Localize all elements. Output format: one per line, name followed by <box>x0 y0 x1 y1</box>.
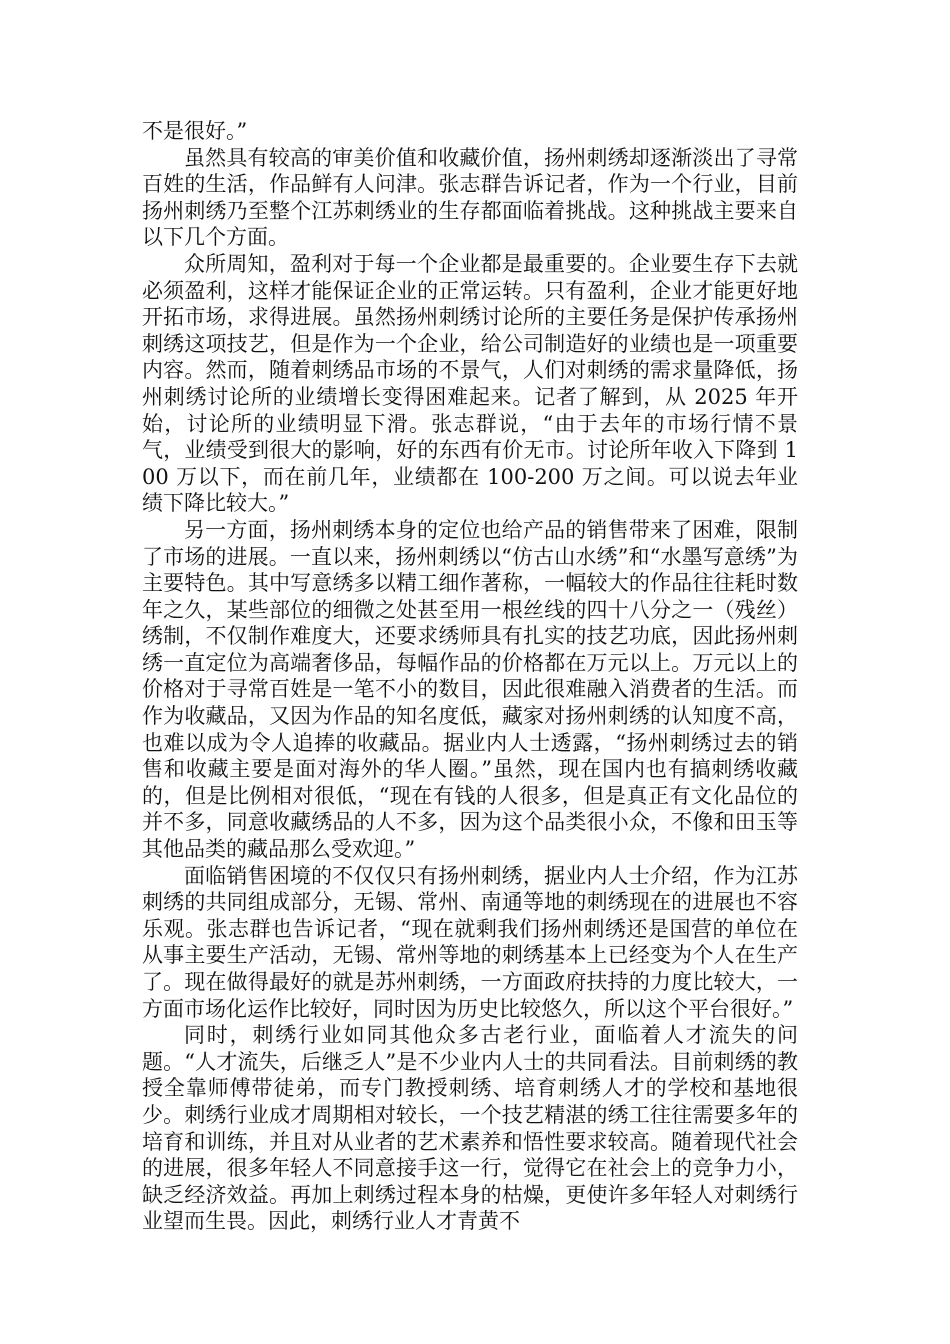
paragraph: 众所周知，盈利对于每一个企业都是最重要的。企业要生存下去就必须盈利，这样才能保证企业的正常运转。只有盈利，企业才能更好地开拓市场，求得进展。虽然扬州刺绣讨论所的主要任务是保护传承扬州刺绣这项技艺，但是作为一个企业，给公司制造好的业绩也是一项重要内容。然而，随着刺绣品市场的不景气，人们对刺绣的需求量降低，扬州刺绣讨论所的业绩增长变得困难起来。记者了解到，从 2025 年开始，讨论所的业绩明显下滑。张志群说，“由于去年的市场行情不景气，业绩受到很大的影响，好的东西有价无市。讨论所年收入下降到 100 万以下，而在前几年，业绩都在 100-200 万之间。可以说去年业绩下降比较大。” <box>142 251 798 516</box>
paragraph: 虽然具有较高的审美价值和收藏价值，扬州刺绣却逐渐淡出了寻常百姓的生活，作品鲜有人问津。张志群告诉记者，作为一个行业，目前扬州刺绣乃至整个江苏刺绣业的生存都面临着挑战。这种挑战主要来自以下几个方面。 <box>142 145 798 250</box>
paragraph: 面临销售困境的不仅仅只有扬州刺绣，据业内人士介绍，作为江苏刺绣的共同组成部分，无锡、常州、南通等地的刺绣现在的进展也不容乐观。张志群也告诉记者，“现在就剩我们扬州刺绣还是国营的单位在从事主要生产活动，无锡、常州等地的刺绣基本上已经变为个人在生产了。现在做得最好的就是苏州刺绣，一方面政府扶持的力度比较大，一方面市场化运作比较好，同时因为历史比较悠久，所以这个平台很好。” <box>142 863 798 1021</box>
paragraph: 另一方面，扬州刺绣本身的定位也给产品的销售带来了困难，限制了市场的进展。一直以来，扬州刺绣以“仿古山水绣”和“水墨写意绣”为主要特色。其中写意绣多以精工细作著称，一幅较大的作品往往耗时数年之久，某些部位的细微之处甚至用一根丝线的四十八分之一（残丝）绣制，不仅制作难度大，还要求绣师具有扎实的技艺功底，因此扬州刺绣一直定位为高端奢侈品，每幅作品的价格都在万元以上。万元以上的价格对于寻常百姓是一笔不小的数目，因此很难融入消费者的生活。而作为收藏品，又因为作品的知名度低，藏家对扬州刺绣的认知度不高，也难以成为令人追捧的收藏品。据业内人士透露，“扬州刺绣过去的销售和收藏主要是面对海外的华人圈。”虽然，现在国内也有搞刺绣收藏的，但是比例相对很低，“现在有钱的人很多，但是真正有文化品位的并不多，同意收藏绣品的人不多，因为这个品类很小众，不像和田玉等其他品类的藏品那么受欢迎。” <box>142 517 798 862</box>
paragraph: 同时，刺绣行业如同其他众多古老行业，面临着人才流失的问题。“人才流失，后继乏人”是不少业内人士的共同看法。目前刺绣的教授全靠师傅带徒弟，而专门教授刺绣、培育刺绣人才的学校和基地很少。刺绣行业成才周期相对较长，一个技艺精湛的绣工往往需要多年的培育和训练，并且对从业者的艺术素养和悟性要求较高。随着现代社会的进展，很多年轻人不同意接手这一行，觉得它在社会上的竞争力小，缺乏经济效益。再加上刺绣过程本身的枯燥，更使许多年轻人对刺绣行业望而生畏。因此，刺绣行业人才青黄不 <box>142 1023 798 1234</box>
article-body <box>142 118 798 1235</box>
paragraph-continuation: 不是很好。” <box>142 119 248 143</box>
